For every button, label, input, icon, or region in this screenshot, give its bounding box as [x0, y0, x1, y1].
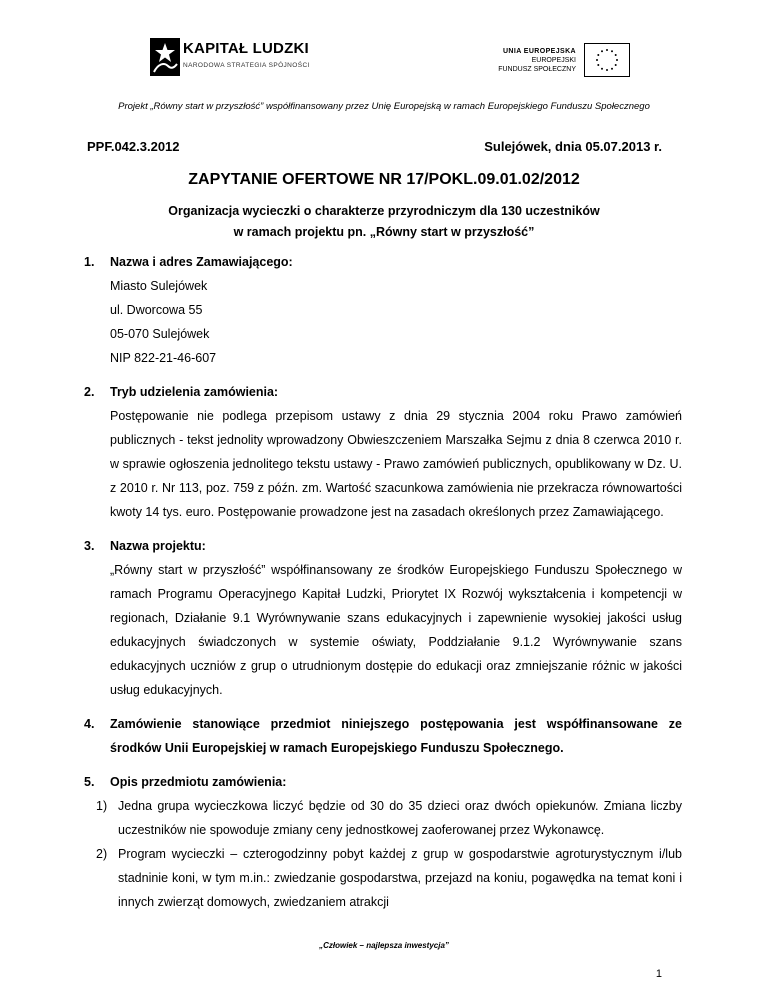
document-body [84, 250, 682, 914]
address-line: NIP 822-21-46-607 [110, 351, 217, 365]
list-number: 2) [96, 847, 108, 861]
reference-number: PPF.042.3.2012 [87, 139, 180, 154]
section-title: Opis przedmiotu zamówienia: [110, 775, 287, 789]
eu-flag-icon [584, 43, 630, 77]
section-title: Nazwa i adres Zamawiającego: [110, 255, 293, 269]
section-number: 4. [84, 717, 95, 731]
section-number: 1. [84, 255, 95, 269]
document-title: ZAPYTANIE OFERTOWE NR 17/POKL.09.01.02/2012 [188, 171, 580, 188]
list-item [84, 794, 682, 842]
section-number: 5. [84, 775, 95, 789]
address-line: Miasto Sulejówek [110, 279, 208, 293]
page-header [0, 0, 768, 112]
list-item [84, 842, 682, 914]
section-2-text: Postępowanie nie podlega przepisom ustawy z dnia 29 stycznia 2004 roku Prawo zamówień publicznych - tekst jednolity wprowadzony Obwieszczeniem Marszałka Sejmu z dnia 8 czerwca 2010 r. w sprawie ogłoszenia jednolitego tekstu ustawy - Prawo zamówień publicznych, opublikowany w Dz. U. z 2010 r. Nr 113, poz. 759 z późn. zm. Wartość szacunkowa zamówienia nie przekracza równowartości kwoty 14 tys. euro. Postępowanie prowadzone jest na zasadach określonych przez Zamawiającego. [110, 409, 682, 519]
eu-line3: FUNDUSZ SPOŁECZNY [498, 66, 576, 73]
footer-motto: „Człowiek – najlepsza inwestycja” [319, 941, 449, 950]
section-2-heading [84, 380, 682, 404]
project-line: Projekt „Równy start w przyszłość” współfinansowany przez Unię Europejską w ramach Europejskiego Funduszu Społecznego [118, 101, 650, 112]
eu-label [498, 47, 576, 74]
section-number: 2. [84, 385, 95, 399]
section-title: Zamówienie stanowiące przedmiot niniejszego postępowania jest współfinansowane ze środków Unii Europejskiej w ramach Europejskiego Funduszu Społecznego. [110, 717, 682, 755]
address-line: 05-070 Sulejówek [110, 327, 210, 341]
eu-line1: UNIA EUROPEJSKA [502, 48, 576, 55]
subtitle-line1: Organizacja wycieczki o charakterze przyrodniczym dla 130 uczestników [168, 204, 600, 218]
list-text: Jedna grupa wycieczkowa liczyć będzie od 30 do 35 dzieci oraz dwóch opiekunów. Zmiana liczby uczestników nie spowoduje zmiany ceny jednostkowej zaoferowanej przez Wykonawcę. [118, 799, 682, 837]
list-text: Program wycieczki – czterogodzinny pobyt każdej z grup w gospodarstwie agroturystycznym i/lub stadninie koni, w tym m.in.: zwiedzanie gospodarstwa, przejazd na koniu, pogawędka na temat koni i innych zwierząt domowych, zwiedzaniem atrakcji [118, 847, 682, 909]
document-subtitle [0, 201, 768, 243]
eu-line2: EUROPEJSKI [531, 57, 576, 64]
section-title: Tryb udzielenia zamówienia: [110, 385, 279, 399]
section-5-heading [84, 770, 682, 794]
section-3-heading [84, 534, 682, 558]
section-3-text: „Równy start w przyszłość” współfinansowany ze środków Europejskiego Funduszu Społecznego w ramach Programu Operacyjnego Kapitał Ludzki, Priorytet IX Rozwój wykształcenia i kompetencji w regionach, Działanie 9.1 Wyrównywanie szans edukacyjnych i zapewnienie wysokiej jakości usług edukacyjnych świadczonych w systemie oświaty, Poddziałanie 9.1.2 Wyrównywanie szans edukacyjnych uczniów z grup o utrudnionym dostępie do edukacji oraz zmniejszanie różnic w jakości usług edukacyjnych. [110, 563, 682, 697]
list-number: 1) [96, 799, 108, 813]
section-1-heading [84, 250, 682, 274]
kl-subtitle: NARODOWA STRATEGIA SPÓJNOŚCI [183, 62, 310, 69]
page-number: 1 [655, 968, 662, 980]
section-4-heading [84, 712, 682, 760]
subtitle-line2: w ramach projektu pn. „Równy start w przyszłość” [233, 225, 535, 239]
address-line: ul. Dworcowa 55 [110, 303, 203, 317]
section-number: 3. [84, 539, 95, 553]
section-title: Nazwa projektu: [110, 539, 206, 553]
kl-title: KAPITAŁ LUDZKI [183, 40, 309, 57]
place-date: Sulejówek, dnia 05.07.2013 r. [484, 139, 662, 154]
